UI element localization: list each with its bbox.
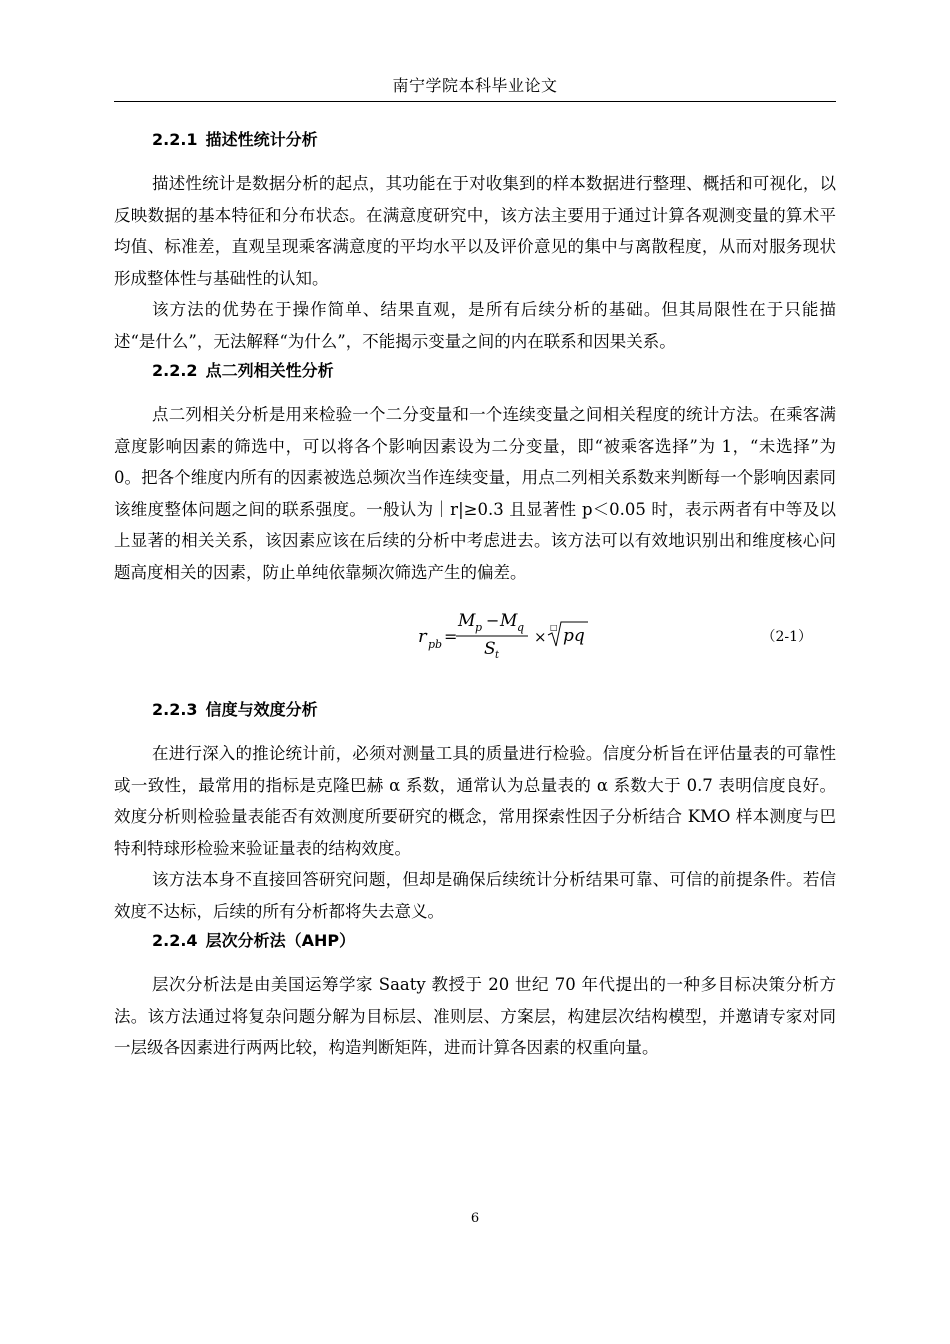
formula-radicand: pq — [563, 626, 585, 646]
equation-number: （2-1） — [761, 629, 812, 645]
paragraph: 该方法本身不直接回答研究问题，但却是确保后续统计分析结果可靠、可信的前提条件。若信效度不达标，后续的所有分析都将失去意义。 — [114, 870, 836, 921]
formula-numerator-b-sub: q — [517, 621, 525, 634]
equation-block — [114, 606, 836, 676]
formula-lhs: r — [418, 626, 427, 647]
paragraph: 描述性统计是数据分析的起点，其功能在于对收集到的样本数据进行整理、概括和可视化，以反映数据的基本特征和分布状态。在满意度研究中，该方法主要用于通过计算各观测变量的算术平均值、标准差，直观呈现乘客满意度的平均水平以及评价意见的集中与离散程度，从而对服务现状形成整体性与基础性的认知。 — [114, 174, 836, 288]
formula-numerator-a-sub: p — [475, 621, 483, 634]
point-biserial-formula — [418, 606, 708, 666]
paragraph: 该方法的优势在于操作简单、结果直观，是所有后续分析的基础。但其局限性在于只能描述“是什么”，无法解释“为什么”，不能揭示变量之间的内在联系和因果关系。 — [114, 300, 836, 351]
paragraph: 点二列相关分析是用来检验一个二分变量和一个连续变量之间相关程度的统计方法。在乘客满意度影响因素的筛选中，可以将各个影响因素设为二分变量，即“被乘客选择”为 1，“未选择”为 0。把各个维度内所有的因素被选总频次当作连续变量，用点二列相关系数来判断每一个影响因素同该维度整体问题之间的联系强度。一般认为｜r|≥0.3 且显著性 p＜0.05 时，表示两者有中等及以上显著的相关关系，该因素应该在后续的分析中考虑进去。该方法可以有效地识别出和维度核心问题高度相关的因素，防止单纯依靠频次筛选产生的偏差。 — [114, 405, 836, 582]
running-header: 南宁学院本科毕业论文 — [392, 76, 558, 95]
formula-denominator-sub: t — [495, 650, 500, 661]
section-heading-2-2-4 — [114, 929, 836, 953]
section-heading-2-2-1 — [114, 128, 836, 152]
formula-denominator: S — [484, 639, 496, 659]
section-title: 描述性统计分析 — [205, 130, 318, 149]
section-heading-2-2-3 — [114, 698, 836, 722]
formula-minus: − — [486, 611, 500, 630]
formula-numerator-a: M — [458, 611, 476, 631]
section-number: 2.2.4 — [152, 931, 198, 950]
section-number: 2.2.3 — [152, 700, 198, 719]
formula-equals: = — [444, 627, 458, 646]
section-title: 点二列相关性分析 — [205, 361, 334, 380]
paragraph: 在进行深入的推论统计前，必须对测量工具的质量进行检验。信度分析旨在评估量表的可靠性或一致性，最常用的指标是克隆巴赫 α 系数，通常认为总量表的 α 系数大于 0.7 表明信度良好。效度分析则检验量表能否有效测度所要研究的概念，常用探索性因子分析结合 KMO 样本测度与巴特利特球形检验来验证量表的结构效度。 — [114, 744, 836, 858]
section-heading-2-2-2 — [114, 359, 836, 383]
section-title: 信度与效度分析 — [205, 700, 318, 719]
page-body — [114, 128, 836, 1064]
paragraph: 层次分析法是由美国运筹学家 Saaty 教授于 20 世纪 70 年代提出的一种多目标决策分析方法。该方法通过将复杂问题分解为目标层、准则层、方案层，构建层次结构模型，并邀请专家对同一层级各因素进行两两比较，构造判断矩阵，进而计算各因素的权重向量。 — [114, 975, 836, 1057]
formula-lhs-sub: pb — [428, 638, 443, 651]
formula-root-index: □ — [550, 623, 558, 632]
formula-times: × — [534, 628, 547, 646]
section-title: 层次分析法（AHP） — [205, 931, 356, 950]
header-rule — [114, 101, 836, 102]
section-number: 2.2.1 — [152, 130, 198, 149]
page-number: 6 — [470, 1211, 480, 1226]
section-number: 2.2.2 — [152, 361, 198, 380]
formula-numerator-b: M — [500, 611, 518, 631]
